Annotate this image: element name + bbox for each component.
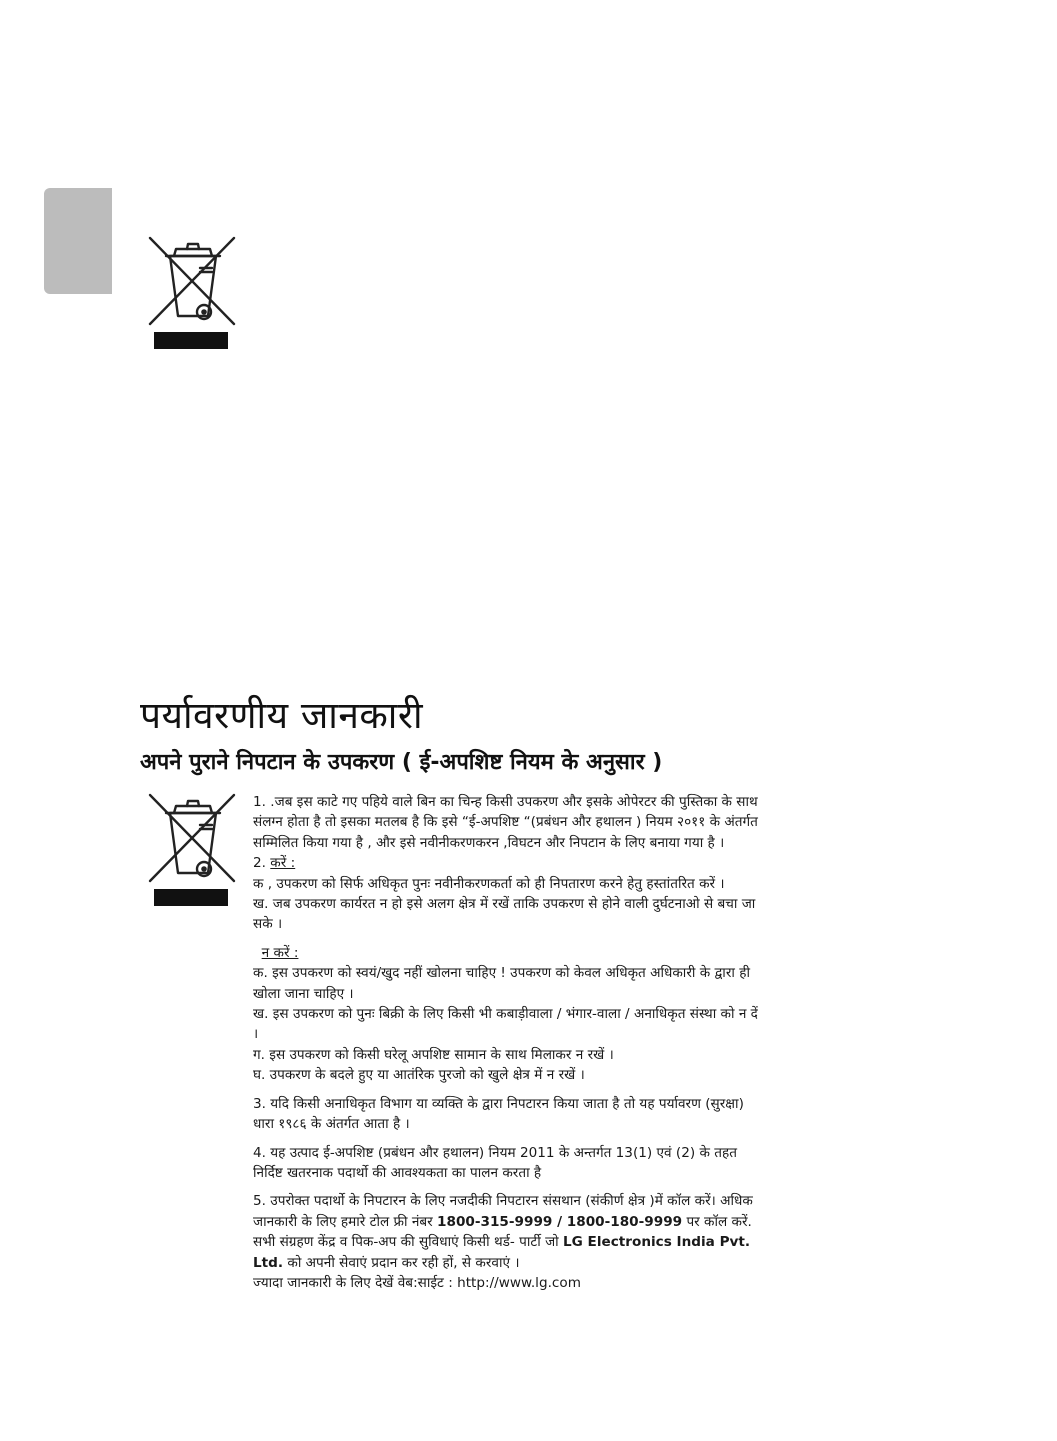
donts-item-c: ग. इस उपकरण को किसी घरेलू अपशिष्ट सामान के साथ मिलाकर न रखें ।	[253, 1046, 614, 1063]
paragraph-3: 3. यदि किसी अनाधिकृत विभाग या व्यक्ति के द्वारा निपटारन किया जाता है तो यह पर्यावरण (सुरक्षा) धारा १९८६ के अंतर्गत आता है ।	[253, 1095, 744, 1133]
dos-heading: करें :	[270, 855, 296, 872]
paragraph-4: 4. यह उत्पाद ई-अपशिष्ट (प्रबंधन और हथालन) नियम 2011 के अन्तर्गत 13(1) एवं (2) के तहत निर्दिष्ट खतरनाक पदार्थो की आवश्यकता का पालन करता है	[253, 1144, 737, 1181]
donts-item-b: ख. इस उपकरण को पुनः बिक्री के लिए किसी भी कबाड़ीवाला / भंगार-वाला / अनाधिकृत संस्था को न दें ।	[253, 1006, 758, 1043]
weee-black-bar	[154, 889, 228, 906]
crossed-out-wheelie-bin-icon	[140, 789, 240, 883]
website-link[interactable]: http://www.lg.com	[457, 1274, 581, 1291]
weee-black-bar	[154, 332, 228, 349]
paragraph-5-end: को अपनी सेवाएं प्रदान कर रही हों, से करवाएं ।	[283, 1254, 520, 1271]
company-name: LG Electronics India Pvt. Ltd.	[253, 1234, 751, 1271]
toll-free-numbers: 1800-315-9999 / 1800-180-9999	[437, 1213, 683, 1230]
donts-item-d: घ. उपकरण के बदले हुए या आतंरिक पुरजो को खुले क्षेत्र में न रखें ।	[253, 1067, 585, 1084]
website-line	[253, 1273, 763, 1293]
paragraph-5	[253, 1191, 763, 1273]
dos-item-a: क , उपकरण को सिर्फ अधिकृत पुनः नवीनीकरणकर्ता को ही निपतारण करने हेतु हस्तांतरित करें ।	[253, 875, 725, 892]
paragraph-1: 1. .जब इस काटे गए पहिये वाले बिन का चिन्ह किसी उपकरण और इसके ओपेरटर की पुस्तिका के साथ संलग्न होता है तो इसका मतलब है कि इसे “ई-अपशिष्ट “(प्रबंधन और हथालन ) नियम २०११ के अंतर्गत सम्मिलित किया गया है , और इसे नवीनीकरणकरन ,विघटन और निपटान के लिए बनाया गया है ।	[253, 794, 758, 851]
weee-symbol-bottom	[140, 789, 240, 906]
language-tab	[44, 188, 112, 294]
website-label: ज्यादा जानकारी के लिए देखें वेब:साईट :	[253, 1274, 458, 1291]
paragraph-5-intro: 5. उपरोक्त पदार्थो के निपटारन के लिए नजदीकी निपटारन संसथान (संकीर्ण क्षेत्र )में कॉल करें। अधिक जानकारी के लिए हमारे टोल फ्री नंबर	[253, 1193, 753, 1230]
donts-heading-line	[253, 943, 763, 963]
section-subtitle: अपने पुराने निपटान के उपकरण ( ई-अपशिष्ट नियम के अनुसार )	[140, 750, 663, 775]
section-title: पर्यावरणीय जानकारी	[140, 694, 424, 737]
paragraph-5-middle: पर कॉल करें. सभी संग्रहण केंद्र व पिक-अप की सुविधाएं किसी थर्ड- पार्टी जो	[253, 1213, 752, 1251]
dos-heading-line	[253, 853, 763, 873]
donts-heading: न करें :	[261, 944, 299, 961]
crossed-out-wheelie-bin-icon	[140, 232, 240, 326]
dos-item-b: ख. जब उपकरण कार्यरत न हो इसे अलग क्षेत्र में रखें ताकि उपकरण से होने वाली दुर्घटनाओ से बचा जा सके ।	[253, 896, 756, 933]
dos-number: 2.	[253, 855, 271, 872]
disposal-instructions	[253, 792, 763, 1293]
weee-symbol-top	[140, 232, 240, 349]
donts-item-a: क. इस उपकरण को स्वयं/खुद नहीं खोलना चाहिए ! उपकरण को केवल अधिकृत अधिकारी के द्वारा ही खोला जाना चाहिए ।	[253, 965, 750, 1002]
